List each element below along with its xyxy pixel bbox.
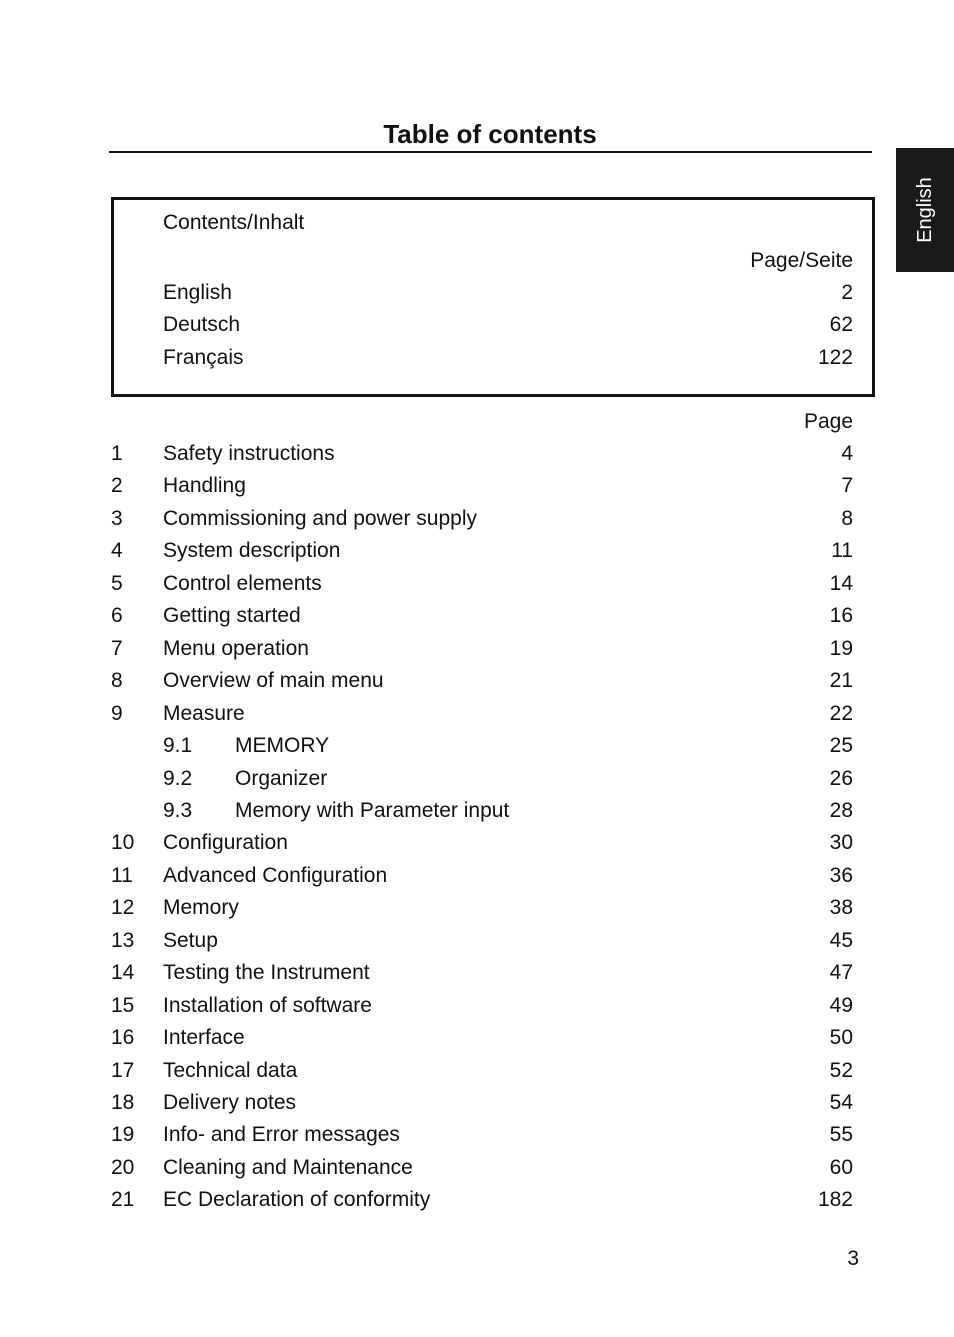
toc-entry-page: 47 — [829, 961, 853, 984]
toc-entry — [0, 766, 954, 792]
toc-entry-number: 9.3 — [163, 799, 193, 822]
toc-entry-page: 60 — [829, 1156, 853, 1179]
language-page-francais: 122 — [817, 346, 853, 369]
toc-entry-title: Control elements — [163, 572, 322, 595]
toc-entry — [0, 441, 954, 467]
toc-entry-title: Advanced Configuration — [163, 864, 388, 887]
toc-entry-page: 19 — [829, 637, 853, 660]
toc-entry-number: 2 — [111, 474, 123, 497]
toc-entry-page: 25 — [829, 734, 853, 757]
language-tab-label: English — [914, 177, 936, 243]
toc-entry-title: Installation of software — [163, 994, 372, 1017]
language-tab — [896, 148, 954, 272]
page-title: Table of contents — [383, 119, 597, 149]
toc-entry — [0, 701, 954, 727]
toc-entry — [0, 1058, 954, 1084]
language-page-english: 2 — [841, 281, 853, 304]
toc-entry — [0, 863, 954, 889]
toc-entry — [0, 636, 954, 662]
toc-entry-title: MEMORY — [235, 734, 330, 757]
toc-entry-number: 16 — [111, 1026, 135, 1049]
toc-entry — [0, 798, 954, 824]
toc-entry-number: 11 — [111, 864, 133, 887]
toc-entry — [0, 733, 954, 759]
toc-entry — [0, 1090, 954, 1116]
toc-entry-number: 14 — [111, 961, 135, 984]
language-page-deutsch: 62 — [829, 313, 853, 336]
toc-entry — [0, 830, 954, 856]
toc-entry-title: Memory — [163, 896, 239, 919]
toc-entry — [0, 473, 954, 499]
toc-entry-title: Info- and Error messages — [163, 1123, 400, 1146]
toc-entry-title: System description — [163, 539, 341, 562]
toc-entry — [0, 993, 954, 1019]
toc-entry — [0, 668, 954, 694]
toc-entry-page: 50 — [829, 1026, 853, 1049]
toc-entry-number: 3 — [111, 507, 123, 530]
toc-entry-number: 7 — [111, 637, 123, 660]
toc-entry-title: Testing the Instrument — [163, 961, 370, 984]
toc-entry-page: 11 — [831, 539, 853, 562]
language-name-francais: Français — [163, 346, 244, 369]
toc-entry-title: Handling — [163, 474, 246, 497]
toc-entry-number: 6 — [111, 604, 123, 627]
toc-entry-number: 18 — [111, 1091, 135, 1114]
toc-entry-number: 20 — [111, 1156, 135, 1179]
toc-entry-title: Technical data — [163, 1059, 298, 1082]
toc-entry-number: 1 — [111, 442, 123, 465]
toc-entry-title: Commissioning and power supply — [163, 507, 477, 530]
toc-entry — [0, 960, 954, 986]
toc-entry-number: 13 — [111, 929, 135, 952]
toc-entry-number: 15 — [111, 994, 135, 1017]
toc-entry-title: Configuration — [163, 831, 288, 854]
toc-entry-number: 10 — [111, 831, 135, 854]
language-box-page-header: Page/Seite — [750, 249, 853, 272]
toc-entry-number: 9 — [111, 702, 123, 725]
toc-entry-number: 17 — [111, 1059, 135, 1082]
toc-entry — [0, 603, 954, 629]
toc-entry-page: 36 — [829, 864, 853, 887]
toc-entry-page: 4 — [841, 442, 853, 465]
toc-entry-page: 49 — [829, 994, 853, 1017]
toc-entry-title: Safety instructions — [163, 442, 335, 465]
toc-entry-number: 9.2 — [163, 767, 193, 790]
toc-entry-title: Memory with Parameter input — [235, 799, 510, 822]
toc-entry-title: Menu operation — [163, 637, 309, 660]
toc-entry-title: Organizer — [235, 767, 328, 790]
toc-entry — [0, 895, 954, 921]
toc-entry-title: Setup — [163, 929, 218, 952]
toc-entry-number: 4 — [111, 539, 123, 562]
toc-entry-page: 45 — [829, 929, 853, 952]
toc-entry-page: 8 — [841, 507, 853, 530]
toc-entry-number: 5 — [111, 572, 123, 595]
toc-entry — [0, 571, 954, 597]
toc-entry-number: 21 — [111, 1188, 135, 1211]
toc-entry-page: 30 — [829, 831, 853, 854]
language-name-english: English — [163, 281, 232, 304]
toc-entry — [0, 1187, 954, 1213]
toc-entry-page: 182 — [817, 1188, 853, 1211]
toc-entry-title: Delivery notes — [163, 1091, 297, 1114]
toc-entry-number: 9.1 — [163, 734, 193, 757]
toc-entry-page: 52 — [829, 1059, 853, 1082]
toc-entry-page: 28 — [829, 799, 853, 822]
toc-entry-title: EC Declaration of conformity — [163, 1188, 431, 1211]
toc-entry-number: 8 — [111, 669, 123, 692]
toc-entry-title: Cleaning and Maintenance — [163, 1156, 413, 1179]
toc-entry-page: 54 — [829, 1091, 853, 1114]
title-rule — [109, 151, 872, 153]
toc-page-header: Page — [803, 410, 853, 433]
toc-entry-page: 55 — [829, 1123, 853, 1146]
toc-entry-number: 12 — [111, 896, 135, 919]
page-number: 3 — [847, 1247, 859, 1270]
toc-entry-page: 16 — [829, 604, 853, 627]
toc-entry — [0, 1122, 954, 1148]
toc-entry-title: Measure — [163, 702, 245, 725]
toc-entry — [0, 1155, 954, 1181]
toc-entry-title: Interface — [163, 1026, 245, 1049]
toc-entry — [0, 538, 954, 564]
toc-entry-title: Getting started — [163, 604, 301, 627]
toc-entry-title: Overview of main menu — [163, 669, 384, 692]
toc-entry — [0, 928, 954, 954]
language-name-deutsch: Deutsch — [163, 313, 241, 336]
toc-entry-page: 14 — [829, 572, 853, 595]
toc-entry-page: 22 — [829, 702, 853, 725]
language-box-heading: Contents/Inhalt — [163, 211, 305, 234]
toc-entry-page: 38 — [829, 896, 853, 919]
toc-entry — [0, 1025, 954, 1051]
toc-entry-page: 26 — [829, 767, 853, 790]
toc-entry-number: 19 — [111, 1123, 135, 1146]
toc-entry-page: 21 — [829, 669, 853, 692]
toc-entry-page: 7 — [841, 474, 853, 497]
toc-entry — [0, 506, 954, 532]
